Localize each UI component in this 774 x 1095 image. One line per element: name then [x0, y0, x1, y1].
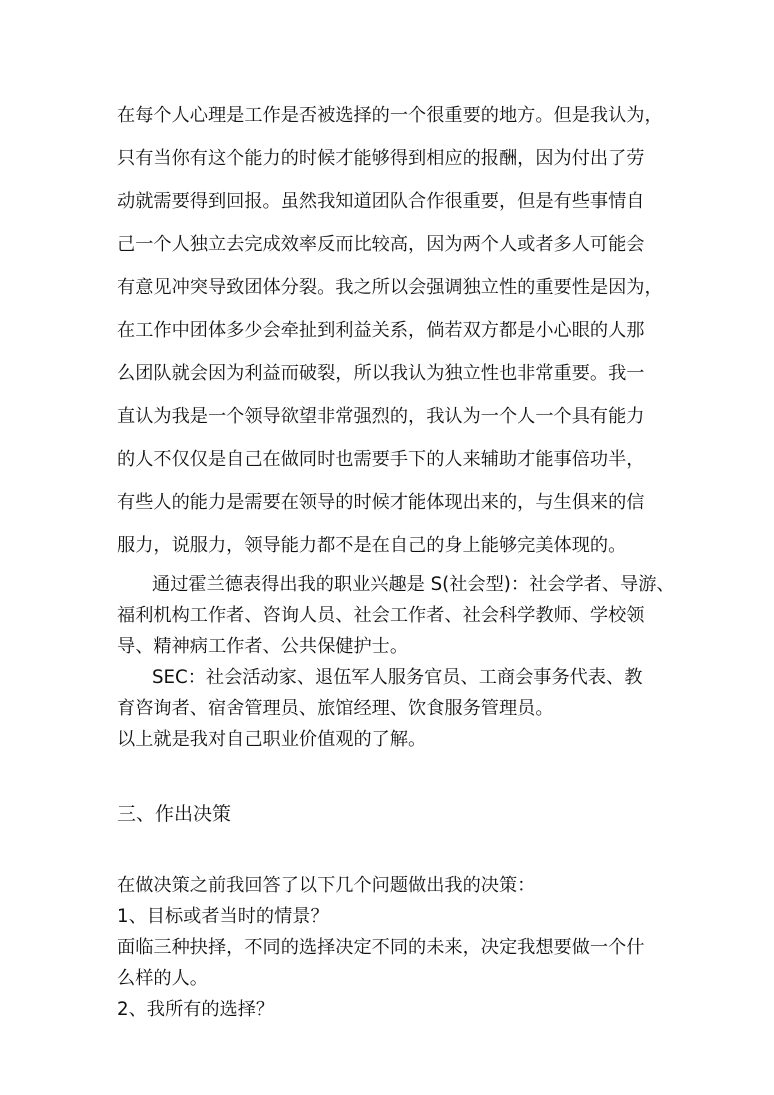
paragraph-line: 么团队就会因为利益而破裂，所以我认为独立性也非常重要。我一	[117, 363, 645, 384]
paragraph-line: SEC：社会活动家、退伍军人服务官员、工商会事务代表、教	[152, 667, 643, 688]
paragraph-line: 动就需要得到回报。虽然我知道团队合作很重要，但是有些事情自	[117, 191, 645, 212]
paragraph-line: 的人不仅仅是自己在做同时也需要手下的人来辅助才能事倍功半，	[117, 449, 645, 470]
answer-1-line: 么样的人。	[117, 968, 208, 989]
paragraph-summary: 以上就是我对自己职业价值观的了解。	[117, 729, 427, 750]
question-2: 2、我所有的选择？	[117, 999, 275, 1020]
paragraph-line: 己一个人独立去完成效率反而比较高，因为两个人或者多人可能会	[117, 234, 645, 255]
paragraph-line: 有意见冲突导致团体分裂。我之所以会强调独立性的重要性是因为，	[117, 277, 663, 298]
paragraph-line: 导、精神病工作者、公共保健护士。	[117, 636, 409, 657]
paragraph-line: 育咨询者、宿舍管理员、旅馆经理、饮食服务管理员。	[117, 698, 554, 719]
paragraph-line: 在工作中团体多少会牵扯到利益关系，倘若双方都是小心眼的人那	[117, 320, 645, 341]
paragraph-line: 在每个人心理是工作是否被选择的一个很重要的地方。但是我认为，	[117, 105, 663, 126]
paragraph-line: 直认为我是一个领导欲望非常强烈的，我认为一个人一个具有能力	[117, 406, 645, 427]
paragraph-line: 只有当你有这个能力的时候才能够得到相应的报酬，因为付出了劳	[117, 148, 645, 169]
decision-intro: 在做决策之前我回答了以下几个问题做出我的决策：	[117, 875, 536, 896]
paragraph-line: 服力，说服力，领导能力都不是在自己的身上能够完美体现的。	[117, 535, 627, 556]
paragraph-line: 福利机构工作者、咨询人员、社会工作者、社会科学教师、学校领	[117, 605, 645, 626]
section-heading: 三、作出决策	[117, 803, 232, 825]
answer-1-line: 面临三种抉择，不同的选择决定不同的未来，决定我想要做一个什	[117, 937, 645, 958]
question-1: 1、目标或者当时的情景？	[117, 906, 329, 927]
paragraph-line: 通过霍兰德表得出我的职业兴趣是 S(社会型)：社会学者、导游、	[152, 574, 675, 595]
paragraph-line: 有些人的能力是需要在领导的时候才能体现出来的，与生俱来的信	[117, 492, 645, 513]
